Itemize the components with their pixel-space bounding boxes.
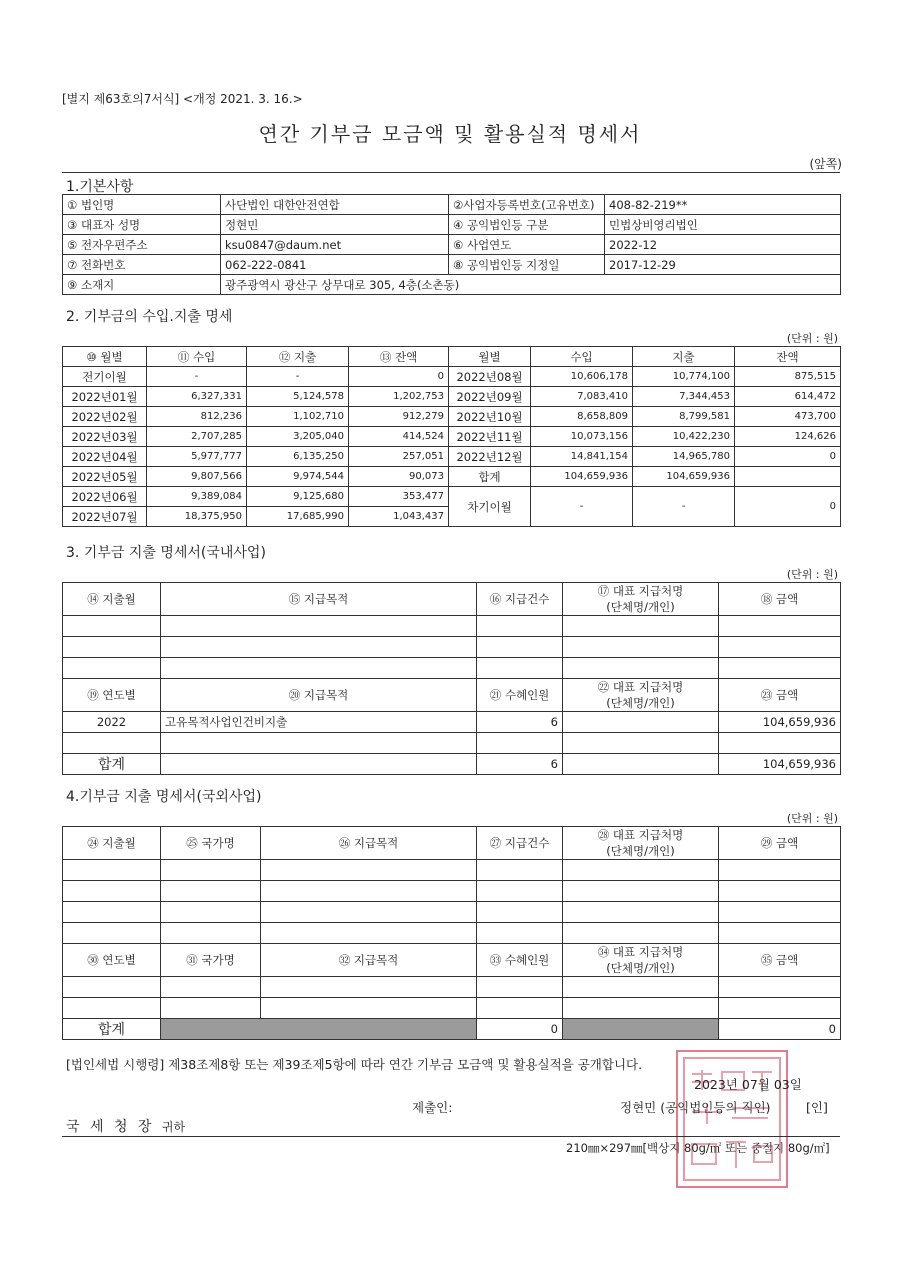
col-country: ㉕ 국가명 [161,827,261,860]
col-count: ㉗ 지급건수 [477,827,563,860]
total-amount: 0 [719,1019,841,1040]
col-payee [563,583,719,616]
balance-cell: 90,073 [349,467,449,487]
table-row [63,487,841,507]
col-purpose: ⑮ 지급목적 [161,583,477,616]
col-expense: ⑫ 지출 [247,347,349,367]
submission-date: 2023년 07월 03일 [694,1077,802,1092]
fiscal-year-label: ⑥ 사업연도 [449,235,605,255]
table-row [63,637,841,658]
total-row [63,1019,841,1040]
payee-sub: (단체명/개인) [606,961,675,975]
col-beneficiaries: ㉝ 수혜인원 [477,944,563,977]
seal-mark: [인] [806,1100,828,1115]
basic-info-table [62,194,841,295]
income-expense-table [62,346,841,527]
table-row [63,367,841,387]
table-header-row [63,944,841,977]
gray-cell [161,1019,477,1040]
income-cell: 6,327,331 [147,387,247,407]
overseas-expense-table [62,826,841,1040]
month-cell: 2022년10월 [449,407,531,427]
month-cell: 2022년04월 [63,447,147,467]
col-expense-month: ⑭ 지출월 [63,583,161,616]
month-cell: 2022년03월 [63,427,147,447]
front-page-marker: (앞쪽) [809,157,842,171]
total-label: 합계 [63,754,161,775]
gray-cell [563,1019,719,1040]
section1-title: 1.기본사항 [66,179,134,195]
table-row [63,902,841,923]
income-cell: 9,389,084 [147,487,247,507]
col-expense-month: ㉔ 지출월 [63,827,161,860]
carry-forward-label: 차기이월 [449,487,531,527]
addressee-name: 국 세 청 장 [66,1119,155,1135]
income-cell: - [147,367,247,387]
balance-cell: 614,472 [735,387,841,407]
col-month-2: 월별 [449,347,531,367]
representative-label: ③ 대표자 성명 [63,215,221,235]
income-cell: 812,236 [147,407,247,427]
form-reference: [별지 제63호의7서식] <개정 2021. 3. 16.> [62,92,303,106]
carry-forward-balance: 0 [735,487,841,527]
month-cell: 2022년07월 [63,507,147,527]
month-cell: 2022년06월 [63,487,147,507]
income-cell: 10,073,156 [531,427,633,447]
col-amount: ㉙ 금액 [719,827,841,860]
table-row [63,427,841,447]
section4-unit: (단위 : 원) [786,812,838,825]
section3-title: 3. 기부금 지출 명세서(국내사업) [66,545,266,561]
section3-unit: (단위 : 원) [786,568,838,581]
table-row [63,712,841,733]
col-month: ⑩ 월별 [63,347,147,367]
business-number-value: 408-82-219** [605,195,841,215]
table-header-row [63,583,841,616]
addressee-suffix: 귀하 [161,1120,186,1134]
designation-date-value: 2017-12-29 [605,255,841,275]
payee-title: ㉘ 대표 지급처명 [597,828,684,842]
table-row [63,998,841,1019]
expense-cell: 3,205,040 [247,427,349,447]
payee-title: ⑰ 대표 지급처명 [597,584,684,598]
col-beneficiaries: ㉑ 수혜인원 [477,679,563,712]
total-label: 합계 [63,1019,161,1040]
corp-type-label: ④ 공익법인등 구분 [449,215,605,235]
email-label: ⑤ 전자우편주소 [63,235,221,255]
submitter-name: 정현민 (공익법인등의 직인) [620,1100,771,1115]
fiscal-year-value: 2022-12 [605,235,841,255]
month-cell: 2022년12월 [449,447,531,467]
month-cell: 2022년08월 [449,367,531,387]
phone-value: 062-222-0841 [221,255,449,275]
payee-sub: (단체명/개인) [606,844,675,858]
beneficiaries-cell: 6 [477,712,563,733]
balance-cell: 257,051 [349,447,449,467]
col-balance: ⑬ 잔액 [349,347,449,367]
corporate-seal-stamp [676,1050,788,1188]
expense-cell: 14,965,780 [633,447,735,467]
table-row [63,235,841,255]
payee-title: ㉒ 대표 지급처명 [597,680,684,694]
balance-cell: 0 [349,367,449,387]
col-year: ㉚ 연도별 [63,944,161,977]
payee-title: ㉞ 대표 지급처명 [597,945,684,959]
col-income: ⑪ 수입 [147,347,247,367]
table-row [63,977,841,998]
total-expense: 104,659,936 [633,467,735,487]
month-cell: 2022년01월 [63,387,147,407]
col-payee [563,827,719,860]
col-expense-2: 지출 [633,347,735,367]
total-label: 합계 [449,467,531,487]
document-title: 연간 기부금 모금액 및 활용실적 명세서 [258,122,642,146]
legal-note: [법인세법 시행령] 제38조제8항 또는 제39조제5항에 따라 연간 기부금 모금액 및 활용실적을 공개합니다. [66,1057,643,1072]
payee-sub: (단체명/개인) [606,696,675,710]
balance-cell: 473,700 [735,407,841,427]
section2-unit: (단위 : 원) [786,332,838,345]
month-cell: 2022년05월 [63,467,147,487]
expense-cell: 9,974,544 [247,467,349,487]
total-count: 6 [477,754,563,775]
balance-cell: 1,043,437 [349,507,449,527]
month-cell: 2022년09월 [449,387,531,407]
total-count: 0 [477,1019,563,1040]
income-cell: 2,707,285 [147,427,247,447]
expense-cell: 10,422,230 [633,427,735,447]
table-row [63,616,841,637]
total-balance [735,467,841,487]
submitter-label: 제출인: [412,1100,453,1115]
table-row [63,923,841,944]
table-header-row [63,827,841,860]
section4-title: 4.기부금 지출 명세서(국외사업) [66,789,262,805]
table-row [63,407,841,427]
designation-date-label: ⑧ 공익법인등 지정일 [449,255,605,275]
income-cell: 14,841,154 [531,447,633,467]
table-header-row [63,679,841,712]
col-purpose: ㉖ 지급목적 [261,827,477,860]
col-amount-2: ㉟ 금액 [719,944,841,977]
expense-cell: - [247,367,349,387]
col-income-2: 수입 [531,347,633,367]
email-value: ksu0847@daum.net [221,235,449,255]
income-cell: 9,807,566 [147,467,247,487]
total-income: 104,659,936 [531,467,633,487]
col-purpose-2: ⑳ 지급목적 [161,679,477,712]
table-row [63,275,841,295]
corp-name-value: 사단법인 대한안전연합 [221,195,449,215]
seal-icon [678,1052,786,1186]
balance-cell: 1,202,753 [349,387,449,407]
month-cell: 2022년11월 [449,427,531,447]
col-purpose-2: ㉜ 지급목적 [261,944,477,977]
income-cell: 8,658,809 [531,407,633,427]
total-row [63,754,841,775]
month-cell: 전기이월 [63,367,147,387]
col-amount: ⑱ 금액 [719,583,841,616]
table-row [63,215,841,235]
income-cell: 7,083,410 [531,387,633,407]
expense-cell: 1,102,710 [247,407,349,427]
col-amount-2: ㉓ 금액 [719,679,841,712]
income-cell: 5,977,777 [147,447,247,467]
section2-title: 2. 기부금의 수입.지출 명세 [66,309,233,325]
table-row [63,387,841,407]
domestic-expense-table [62,582,841,775]
balance-cell: 912,279 [349,407,449,427]
table-row [63,658,841,679]
table-row [63,733,841,754]
balance-cell: 353,477 [349,487,449,507]
col-year: ⑲ 연도별 [63,679,161,712]
expense-cell: 17,685,990 [247,507,349,527]
table-row [63,447,841,467]
table-header-row [63,347,841,367]
table-row [63,255,841,275]
balance-cell: 414,524 [349,427,449,447]
year-cell: 2022 [63,712,161,733]
amount-cell: 104,659,936 [719,712,841,733]
corp-type-value: 민법상비영리법인 [605,215,841,235]
table-row [63,860,841,881]
balance-cell: 124,626 [735,427,841,447]
expense-cell: 5,124,578 [247,387,349,407]
income-cell: 10,606,178 [531,367,633,387]
section1-top-rule [62,172,840,173]
representative-value: 정현민 [221,215,449,235]
payee-sub: (단체명/개인) [606,600,675,614]
col-payee-2 [563,944,719,977]
col-payee-2 [563,679,719,712]
corp-name-label: ① 법인명 [63,195,221,215]
expense-cell: 9,125,680 [247,487,349,507]
footer-rule [62,1136,840,1137]
purpose-cell: 고유목적사업인건비지출 [161,712,477,733]
paper-spec: 210㎜×297㎜[백상지 80g/㎡ 또는 중질지 80g/㎡] [566,1141,830,1155]
col-balance-2: 잔액 [735,347,841,367]
col-country-2: ㉛ 국가명 [161,944,261,977]
addressee [66,1116,185,1136]
address-label: ⑨ 소재지 [63,275,221,295]
total-amount: 104,659,936 [719,754,841,775]
phone-label: ⑦ 전화번호 [63,255,221,275]
table-row [63,195,841,215]
balance-cell: 0 [735,447,841,467]
expense-cell: 10,774,100 [633,367,735,387]
expense-cell: 6,135,250 [247,447,349,467]
col-count: ⑯ 지급건수 [477,583,563,616]
table-row [63,467,841,487]
table-row [63,881,841,902]
expense-cell: 7,344,453 [633,387,735,407]
income-cell: 18,375,950 [147,507,247,527]
address-value: 광주광역시 광산구 상무대로 305, 4층(소촌동) [221,275,841,295]
balance-cell: 875,515 [735,367,841,387]
expense-cell: 8,799,581 [633,407,735,427]
month-cell: 2022년02월 [63,407,147,427]
business-number-label: ②사업자등록번호(고유번호) [449,195,605,215]
carry-forward-expense: - [633,487,735,527]
carry-forward-income: - [531,487,633,527]
